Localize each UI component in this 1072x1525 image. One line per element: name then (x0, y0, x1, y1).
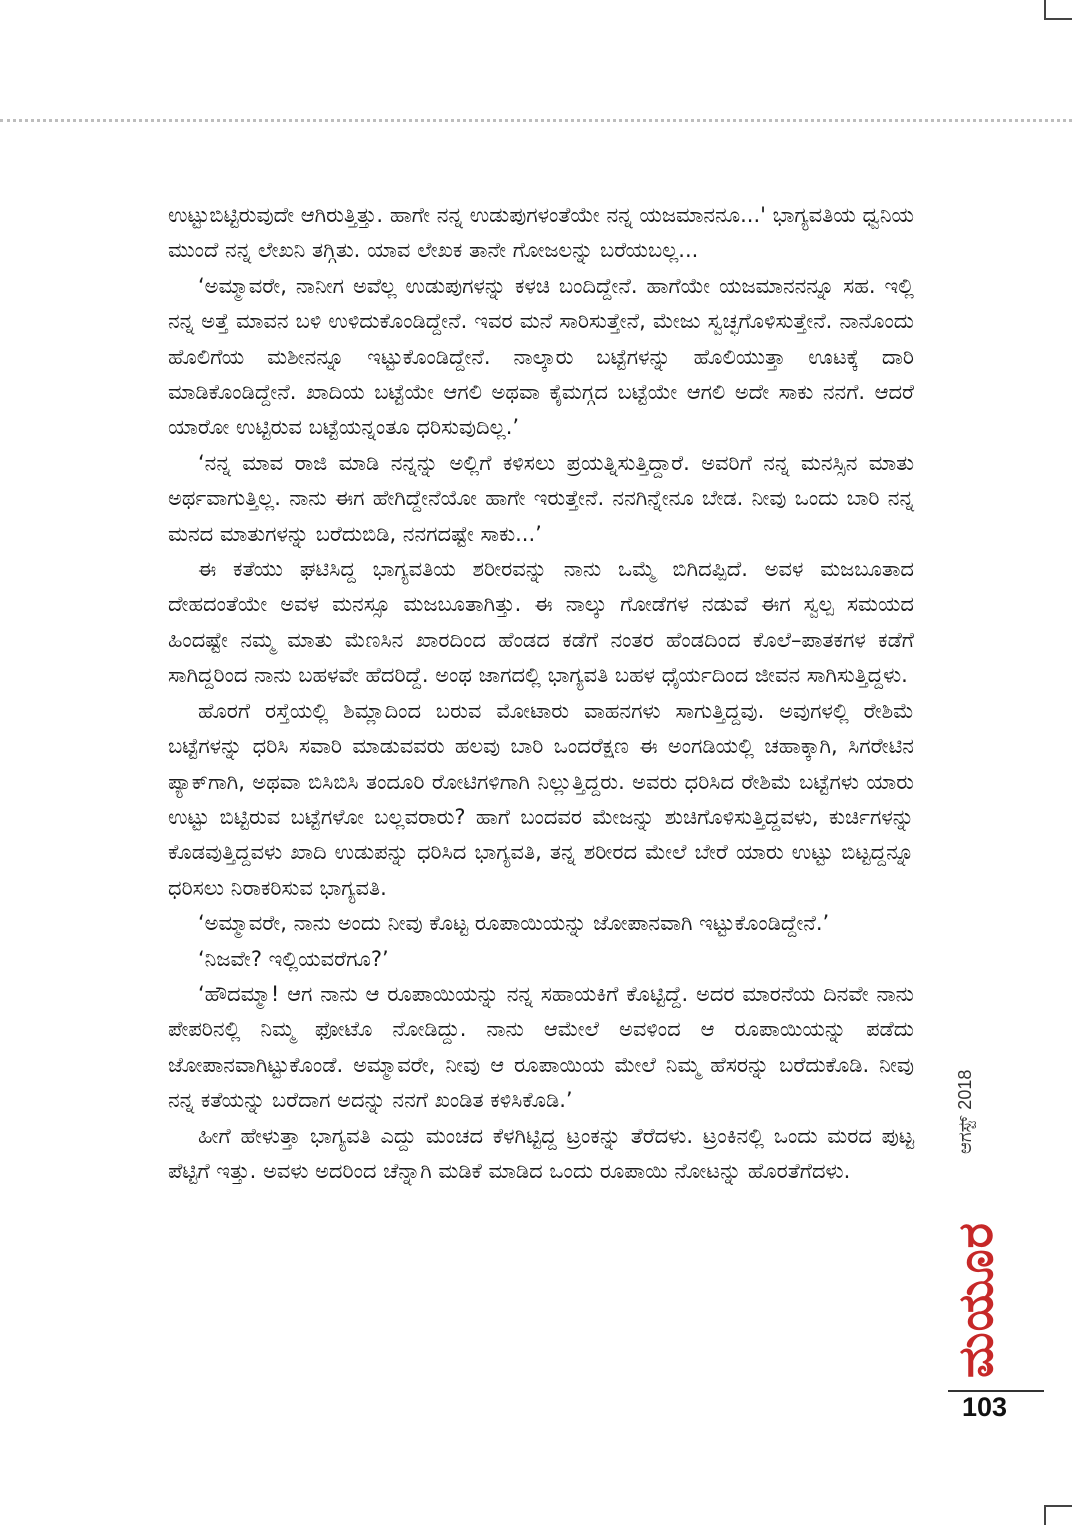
issue-date (955, 1070, 976, 1160)
paragraph-2: ‘ಅಮ್ಮಾವರೇ, ನಾನೀಗ ಅವೆಲ್ಲ ಉಡುಪುಗಳನ್ನು ಕಳಚಿ ಬಂದಿದ್ದೇನೆ. ಹಾಗೆಯೇ ಯಜಮಾನನನ್ನೂ ಸಹ. ಇಲ್ಲಿ ನನ್ನ ಅತ್ತೆ ಮಾವನ ಬಳಿ ಉಳಿದುಕೊಂಡಿದ್ದೇನೆ. ಇವರ ಮನೆ ಸಾರಿಸುತ್ತೇನೆ, ಮೇಜು ಸ್ವಚ್ಛಗೊಳಿಸುತ್ತೇನೆ. ನಾನೊಂದು ಹೊಲಿಗೆಯ ಮಶೀನನ್ನೂ ಇಟ್ಟುಕೊಂಡಿದ್ದೇನೆ. ನಾಲ್ಕಾರು ಬಟ್ಟೆಗಳನ್ನು ಹೊಲಿಯುತ್ತಾ ಊಟಕ್ಕೆ ದಾರಿ ಮಾಡಿಕೊಂಡಿದ್ದೇನೆ. ಖಾದಿಯ ಬಟ್ಟೆಯೇ ಆಗಲಿ ಅಥವಾ ಕೈಮಗ್ಗದ ಬಟ್ಟೆಯೇ ಆಗಲಿ ಅದೇ ಸಾಕು ನನಗೆ. ಆದರೆ ಯಾರೋ ಉಟ್ಟಿರುವ ಬಟ್ಟೆಯನ್ನಂತೂ ಧರಿಸುವುದಿಲ್ಲ.’ (168, 273, 914, 440)
paragraph-8: ‘ಹೌದಮ್ಮಾ! ಆಗ ನಾನು ಆ ರೂಪಾಯಿಯನ್ನು ನನ್ನ ಸಹಾಯಕಿಗೆ ಕೊಟ್ಟಿದ್ದೆ. ಅದರ ಮಾರನೆಯ ದಿನವೇ ನಾನು ಪೇಪರಿನಲ್ಲಿ ನಿಮ್ಮ ಫೋಟೊ ನೋಡಿದ್ದು. ನಾನು ಆಮೇಲೆ ಅವಳಿಂದ ಆ ರೂಪಾಯಿಯನ್ನು ಪಡೆದು ಜೋಪಾನವಾಗಿಟ್ಟುಕೊಂಡೆ. ಅಮ್ಮಾವರೇ, ನೀವು ಆ ರೂಪಾಯಿಯ ಮೇಲೆ ನಿಮ್ಮ ಹೆಸರನ್ನು ಬರೆದುಕೊಡಿ. ನೀವು ನನ್ನ ಕತೆಯನ್ನು ಬರೆದಾಗ ಅದನ್ನು ನನಗೆ ಖಂಡಿತ ಕಳಿಸಿಕೊಡಿ.’ (168, 981, 914, 1113)
crop-mark-bottom-right (1044, 1505, 1046, 1525)
header-dotted-rule (0, 119, 1072, 122)
crop-mark-bottom-right-horizontal (1044, 1505, 1072, 1507)
paragraph-3: ‘ನನ್ನ ಮಾವ ರಾಜಿ ಮಾಡಿ ನನ್ನನ್ನು ಅಲ್ಲಿಗೆ ಕಳಿಸಲು ಪ್ರಯತ್ನಿಸುತ್ತಿದ್ದಾರೆ. ಅವರಿಗೆ ನನ್ನ ಮನಸ್ಸಿನ ಮಾತು ಅರ್ಥವಾಗುತ್ತಿಲ್ಲ. ನಾನು ಈಗ ಹೇಗಿದ್ದೇನೆಯೋ ಹಾಗೇ ಇರುತ್ತೇನೆ. ನನಗಿನ್ನೇನೂ ಬೇಡ. ನೀವು ಒಂದು ಬಾರಿ ನನ್ನ ಮನದ ಮಾತುಗಳನ್ನು ಬರೆದುಬಿಡಿ, ನನಗದಷ್ಟೇ ಸಾಕು...’ (168, 450, 914, 546)
crop-mark-top-right (1044, 0, 1046, 20)
page-number: 103 (962, 1392, 1008, 1422)
magazine-logo: ಮಯೂರ (948, 1221, 1004, 1378)
issue-year: 2018 (955, 1069, 975, 1110)
paragraph-9: ಹೀಗೆ ಹೇಳುತ್ತಾ ಭಾಗ್ಯವತಿ ಎದ್ದು ಮಂಚದ ಕೆಳಗಿಟ್ಟಿದ್ದ ಟ್ರಂಕನ್ನು ತೆರೆದಳು. ಟ್ರಂಕಿನಲ್ಲಿ ಒಂದು ಮರದ ಪುಟ್ಟ ಪೆಟ್ಟಿಗೆ ಇತ್ತು. ಅವಳು ಅದರಿಂದ ಚೆನ್ನಾಗಿ ಮಡಿಕೆ ಮಾಡಿದ ಒಂದು ರೂಪಾಯಿ ನೋಟನ್ನು ಹೊರತೆಗೆದಳು. (168, 1123, 914, 1183)
paragraph-6: ‘ಅಮ್ಮಾವರೇ, ನಾನು ಅಂದು ನೀವು ಕೊಟ್ಟ ರೂಪಾಯಿಯನ್ನು ಜೋಪಾನವಾಗಿ ಇಟ್ಟುಕೊಂಡಿದ್ದೇನೆ.’ (198, 911, 830, 936)
paragraph-1: ಉಟ್ಟುಬಿಟ್ಟಿರುವುದೇ ಆಗಿರುತ್ತಿತ್ತು. ಹಾಗೇ ನನ್ನ ಉಡುಪುಗಳಂತೆಯೇ ನನ್ನ ಯಜಮಾನನೂ...' ಭಾಗ್ಯವತಿಯ ಧ್ವನಿಯ ಮುಂದೆ ನನ್ನ ಲೇಖನಿ ತಗ್ಗಿತು. ಯಾವ ಲೇಖಕ ತಾನೇ ಗೋಜಲನ್ನು ಬರೆಯಬಲ್ಲ... (168, 203, 914, 263)
crop-mark-top-right-horizontal (1044, 18, 1072, 20)
article-body (168, 198, 914, 1189)
paragraph-5: ಹೊರಗೆ ರಸ್ತೆಯಲ್ಲಿ ಶಿಮ್ಲಾದಿಂದ ಬರುವ ಮೋಟಾರು ವಾಹನಗಳು ಸಾಗುತ್ತಿದ್ದವು. ಅವುಗಳಲ್ಲಿ ರೇಶಿಮೆ ಬಟ್ಟೆಗಳನ್ನು ಧರಿಸಿ ಸವಾರಿ ಮಾಡುವವರು ಹಲವು ಬಾರಿ ಒಂದರೆಕ್ಷಣ ಈ ಅಂಗಡಿಯಲ್ಲಿ ಚಹಾಕ್ಕಾಗಿ, ಸಿಗರೇಟಿನ ಪ್ಯಾಕ್‌ಗಾಗಿ, ಅಥವಾ ಬಿಸಿಬಿಸಿ ತಂದೂರಿ ರೋಟಿಗಳಿಗಾಗಿ ನಿಲ್ಲುತ್ತಿದ್ದರು. ಅವರು ಧರಿಸಿದ ರೇಶಿಮೆ ಬಟ್ಟೆಗಳು ಯಾರು ಉಟ್ಟು ಬಿಟ್ಟಿರುವ ಬಟ್ಟೆಗಳೋ ಬಲ್ಲವರಾರು? ಹಾಗೆ ಬಂದವರ ಮೇಜನ್ನು ಶುಚಿಗೊಳಿಸುತ್ತಿದ್ದವಳು, ಕುರ್ಚಿಗಳನ್ನು ಕೊಡವುತ್ತಿದ್ದವಳು ಖಾದಿ ಉಡುಪನ್ನು ಧರಿಸಿದ ಭಾಗ್ಯವತಿ, ತನ್ನ ಶರೀರದ ಮೇಲೆ ಬೇರೆ ಯಾರು ಉಟ್ಟು ಬಿಟ್ಟದ್ದನ್ನೂ ಧರಿಸಲು ನಿರಾಕರಿಸುವ ಭಾಗ್ಯವತಿ. (168, 698, 914, 900)
paragraph-7: ‘ನಿಜವೇ? ಇಲ್ಲಿಯವರೆಗೂ?’ (198, 946, 389, 971)
issue-month: ಆಗಸ್ಟ್ (955, 1115, 975, 1154)
paragraph-4: ಈ ಕತೆಯು ಘಟಿಸಿದ್ದ ಭಾಗ್ಯವತಿಯ ಶರೀರವನ್ನು ನಾನು ಒಮ್ಮೆ ಬಿಗಿದಪ್ಪಿದೆ. ಅವಳ ಮಜಬೂತಾದ ದೇಹದಂತೆಯೇ ಅವಳ ಮನಸ್ಸೂ ಮಜಬೂತಾಗಿತ್ತು. ಈ ನಾಲ್ಕು ಗೋಡೆಗಳ ನಡುವೆ ಈಗ ಸ್ವಲ್ಪ ಸಮಯದ ಹಿಂದಷ್ಟೇ ನಮ್ಮ ಮಾತು ಮೆಣಸಿನ ಖಾರದಿಂದ ಹೆಂಡದ ಕಡೆಗೆ ನಂತರ ಹೆಂಡದಿಂದ ಕೊಲೆ–ಪಾತಕಗಳ ಕಡೆಗೆ ಸಾಗಿದ್ದರಿಂದ ನಾನು ಬಹಳವೇ ಹೆದರಿದ್ದೆ. ಅಂಥ ಜಾಗದಲ್ಲಿ ಭಾಗ್ಯವತಿ ಬಹಳ ಧೈರ್ಯದಿಂದ ಜೀವನ ಸಾಗಿಸುತ್ತಿದ್ದಳು. (168, 557, 914, 688)
